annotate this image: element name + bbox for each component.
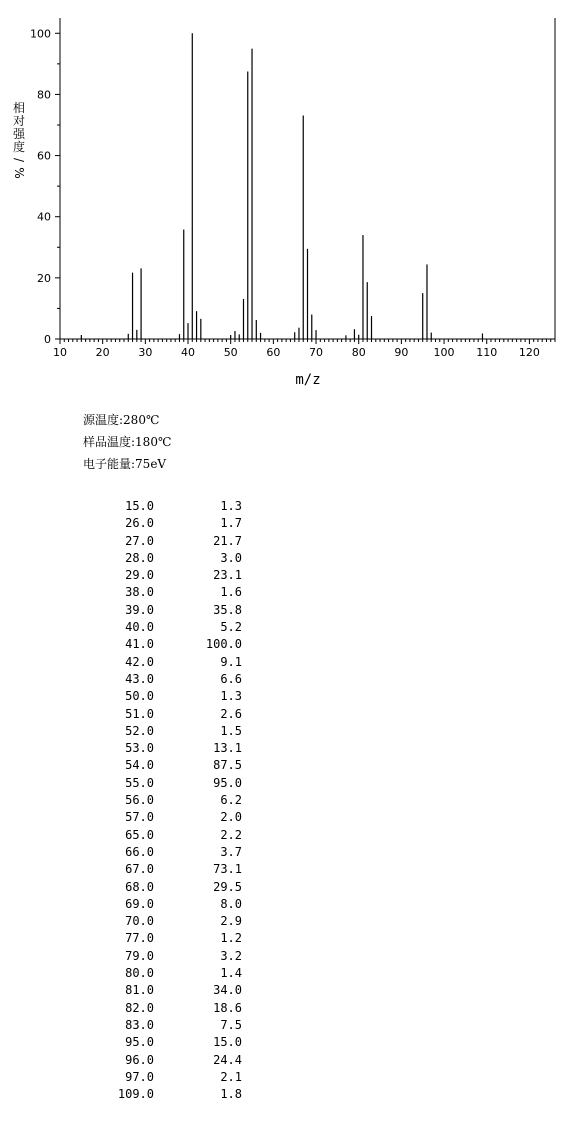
x-tick-label: 110: [476, 346, 498, 359]
table-row: [100, 654, 242, 671]
mz-value: 50.0: [125, 689, 154, 704]
relative-abundance: 7.5: [220, 1017, 242, 1032]
relative-abundance: 23.1: [213, 568, 242, 583]
y-tick-label: 0: [44, 333, 51, 346]
mz-value: 29.0: [125, 568, 154, 583]
table-row: [100, 757, 242, 774]
table-row: [100, 896, 242, 913]
table-row: [100, 1017, 242, 1034]
x-tick-label: 40: [181, 346, 196, 359]
table-row: [100, 775, 242, 792]
electron-energy: 电子能量:75eV: [83, 457, 167, 471]
spectrum-peaks: [81, 33, 482, 339]
y-axis-label-char: 相: [12, 101, 26, 115]
mz-value: 43.0: [125, 671, 154, 686]
y-tick-label: 60: [37, 149, 51, 163]
x-tick-label: 100: [433, 346, 455, 359]
relative-abundance: 13.1: [213, 741, 242, 756]
y-tick-label: 100: [30, 27, 51, 41]
table-row: [100, 602, 242, 619]
mz-value: 40.0: [125, 620, 154, 635]
mz-value: 82.0: [125, 1000, 154, 1015]
table-row: [100, 498, 242, 515]
mz-value: 55.0: [125, 775, 154, 790]
x-tick-label: 20: [95, 346, 110, 359]
table-row: [100, 619, 242, 636]
mz-value: 41.0: [125, 637, 154, 652]
relative-abundance: 8.0: [220, 896, 242, 911]
x-tick-label: 90: [394, 346, 409, 359]
relative-abundance: 3.0: [220, 550, 242, 565]
mz-value: 26.0: [125, 516, 154, 531]
mz-value: 68.0: [125, 879, 154, 894]
mz-value: 66.0: [125, 844, 154, 859]
mz-value: 51.0: [125, 706, 154, 721]
relative-abundance: 2.2: [220, 827, 242, 842]
mz-value: 65.0: [125, 827, 154, 842]
mass-spectrum-chart: [0, 0, 570, 395]
table-row: [100, 827, 242, 844]
relative-abundance: 6.2: [220, 793, 242, 808]
relative-abundance: 1.3: [220, 689, 242, 704]
x-tick-label: 10: [53, 346, 67, 359]
mz-value: 38.0: [125, 585, 154, 600]
table-row: [100, 515, 242, 532]
y-axis-label: [12, 100, 26, 179]
table-row: [100, 948, 242, 965]
relative-abundance: 35.8: [213, 602, 242, 617]
table-row: [100, 723, 242, 740]
table-row: [100, 1034, 242, 1051]
relative-abundance: 1.4: [220, 966, 242, 981]
relative-abundance: 9.1: [220, 654, 242, 669]
x-tick-label: 30: [138, 346, 153, 359]
relative-abundance: 34.0: [213, 983, 242, 998]
mz-value: 39.0: [125, 602, 154, 617]
mz-value: 80.0: [125, 966, 154, 981]
x-axis-label: m/z: [295, 372, 321, 388]
table-row: [100, 1086, 242, 1103]
mz-value: 42.0: [125, 654, 154, 669]
acquisition-conditions: [83, 409, 171, 475]
relative-abundance: 18.6: [213, 1000, 242, 1015]
y-axis-ticks: [30, 27, 60, 346]
relative-abundance: 1.5: [220, 723, 242, 738]
mz-value: 70.0: [125, 914, 154, 929]
x-tick-label: 80: [351, 346, 366, 359]
mz-value: 28.0: [125, 550, 154, 565]
table-row: [100, 965, 242, 982]
y-axis-label-char: 强: [12, 127, 26, 141]
relative-abundance: 95.0: [213, 775, 242, 790]
table-row: [100, 792, 242, 809]
relative-abundance: 1.7: [220, 516, 242, 531]
table-row: [100, 671, 242, 688]
table-row: [100, 1069, 242, 1086]
mz-value: 27.0: [125, 533, 154, 548]
table-row: [100, 636, 242, 653]
mz-value: 54.0: [125, 758, 154, 773]
x-tick-label: 70: [309, 346, 324, 359]
relative-abundance: 24.4: [213, 1052, 242, 1067]
mz-value: 95.0: [125, 1035, 154, 1050]
y-tick-label: 20: [37, 271, 51, 285]
y-axis-label-char: 度: [12, 140, 26, 154]
mz-value: 15.0: [125, 499, 154, 513]
mz-value: 67.0: [125, 862, 154, 877]
relative-abundance: 1.2: [220, 931, 242, 946]
table-row: [100, 706, 242, 723]
mz-value: 69.0: [125, 896, 154, 911]
relative-abundance: 1.8: [220, 1087, 242, 1102]
table-row: [100, 688, 242, 705]
table-row: [100, 879, 242, 896]
sample-temperature: 样品温度:180℃: [83, 435, 172, 449]
table-row: [100, 533, 242, 550]
relative-abundance: 2.9: [220, 914, 242, 929]
peak-table: [100, 498, 242, 1103]
mz-value: 53.0: [125, 741, 154, 756]
relative-abundance: 1.6: [220, 585, 242, 600]
relative-abundance: 1.3: [220, 499, 242, 513]
table-row: [100, 550, 242, 567]
relative-abundance: 2.6: [220, 706, 242, 721]
y-tick-label: 40: [37, 210, 51, 224]
mz-value: 57.0: [125, 810, 154, 825]
mz-value: 81.0: [125, 983, 154, 998]
relative-abundance: 21.7: [213, 533, 242, 548]
y-axis-label-char: %: [12, 167, 26, 179]
table-row: [100, 982, 242, 999]
y-axis-label-char: /: [12, 157, 26, 163]
table-row: [100, 1052, 242, 1069]
mz-value: 97.0: [125, 1069, 154, 1084]
table-row: [100, 584, 242, 601]
source-temperature: 源温度:280℃: [83, 413, 160, 427]
relative-abundance: 87.5: [213, 758, 242, 773]
x-tick-label: 60: [266, 346, 281, 359]
relative-abundance: 73.1: [213, 862, 242, 877]
table-row: [100, 844, 242, 861]
table-row: [100, 930, 242, 947]
relative-abundance: 3.2: [220, 948, 242, 963]
table-row: [100, 740, 242, 757]
relative-abundance: 6.6: [220, 671, 242, 686]
relative-abundance: 2.0: [220, 810, 242, 825]
relative-abundance: 3.7: [220, 844, 242, 859]
mz-value: 96.0: [125, 1052, 154, 1067]
mz-value: 79.0: [125, 948, 154, 963]
y-axis-label-char: 对: [12, 114, 26, 128]
mz-value: 109.0: [117, 1087, 154, 1102]
x-tick-label: 120: [518, 346, 540, 359]
mz-value: 77.0: [125, 931, 154, 946]
table-row: [100, 1000, 242, 1017]
mz-value: 83.0: [125, 1017, 154, 1032]
y-tick-label: 80: [37, 88, 51, 102]
table-row: [100, 809, 242, 826]
mz-value: 52.0: [125, 723, 154, 738]
relative-abundance: 2.1: [220, 1069, 242, 1084]
relative-abundance: 5.2: [220, 620, 242, 635]
mz-value: 56.0: [125, 793, 154, 808]
relative-abundance: 100.0: [205, 637, 242, 652]
x-axis-ticks: [53, 339, 555, 359]
table-row: [100, 913, 242, 930]
relative-abundance: 15.0: [213, 1035, 242, 1050]
table-row: [100, 861, 242, 878]
x-tick-label: 50: [223, 346, 238, 359]
table-row: [100, 567, 242, 584]
relative-abundance: 29.5: [213, 879, 242, 894]
